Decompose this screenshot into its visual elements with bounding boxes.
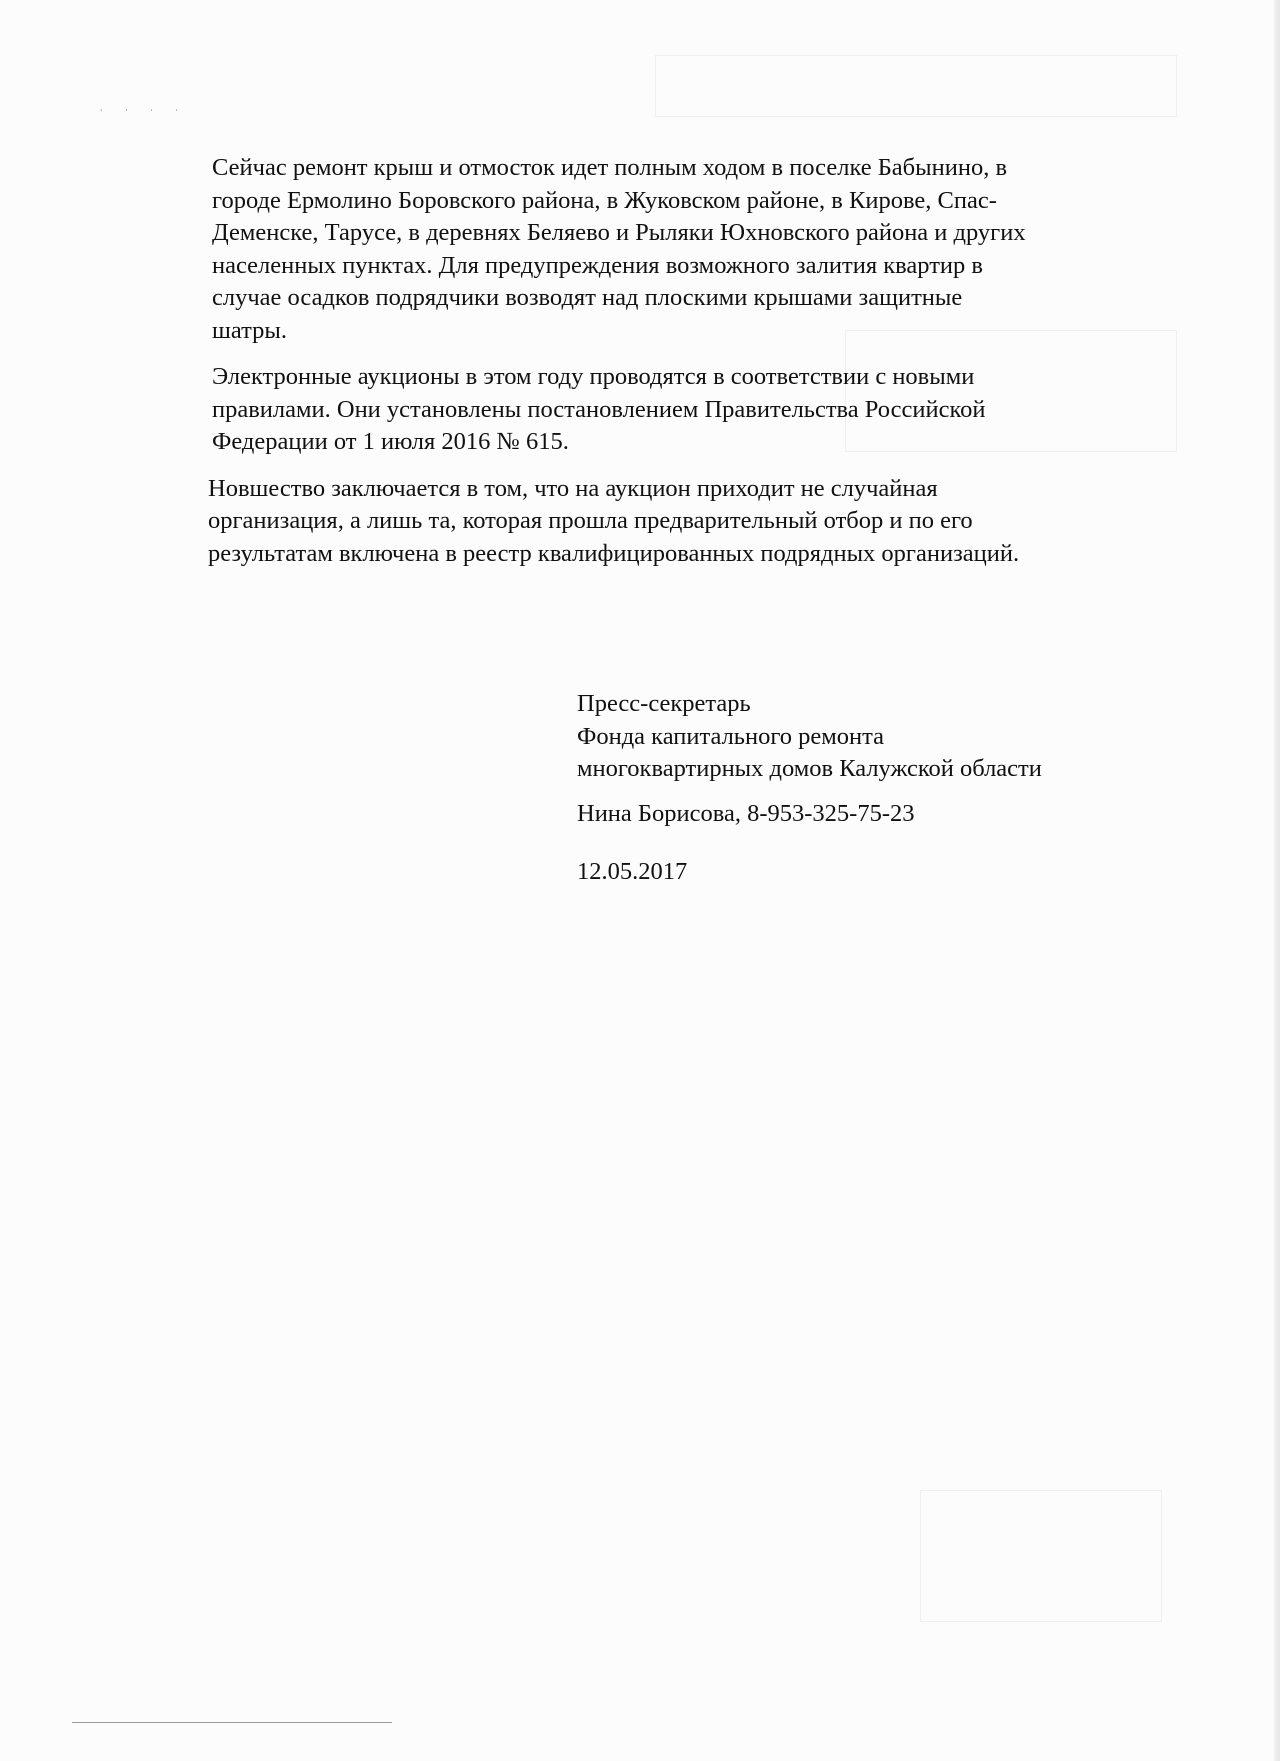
text-line: городе Ермолино Боровского района, в Жуковском районе, в Кирове, Спас- — [212, 186, 997, 214]
text-line: населенных пунктах. Для предупреждения возможного залития квартир в — [212, 251, 983, 279]
signature-contact: Нина Борисова, 8-953-325-75-23 — [577, 799, 915, 827]
paragraph-2 — [212, 361, 1172, 459]
signature-title-line: Фонда капитального ремонта — [577, 722, 885, 750]
scan-edge-shadow — [1274, 0, 1280, 1761]
body-text — [208, 152, 1172, 584]
signature-block — [577, 688, 1042, 889]
text-line: правилами. Они установлены постановлением Правительства Российской — [212, 395, 986, 423]
show-through-box — [655, 55, 1177, 117]
text-line: шатры. — [212, 316, 287, 344]
text-line: организация, а лишь та, которая прошла предварительный отбор и по его — [208, 507, 973, 534]
signature-title-line: Пресс-секретарь — [577, 690, 751, 717]
show-through-box — [920, 1490, 1162, 1622]
text-line: Федерации от 1 июля 2016 № 615. — [212, 428, 569, 455]
text-line: случае осадков подрядчики возводят над плоскими крышами защитные — [212, 284, 963, 311]
signature-title-line: многоквартирных домов Калужской области — [577, 755, 1042, 782]
text-line: Новшество заключается в том, что на аукцион приходит не случайная — [208, 474, 938, 502]
text-line: Электронные аукционы в этом году проводятся в соответствии с новыми — [212, 363, 975, 390]
paragraph-3 — [208, 473, 1172, 571]
signature-date: 12.05.2017 — [577, 858, 688, 885]
text-line: Сейчас ремонт крыш и отмосток идет полным ходом в поселке Бабынино, в — [212, 154, 1008, 181]
scan-specks: · · · · — [100, 106, 188, 115]
text-line: Деменске, Тарусе, в деревнях Беляево и Рыляки Юхновского района и других — [212, 219, 1026, 246]
text-line: результатам включена в реестр квалифицированных подрядных организаций. — [208, 539, 1020, 567]
bottom-rule — [72, 1722, 392, 1723]
paragraph-1 — [212, 152, 1172, 347]
